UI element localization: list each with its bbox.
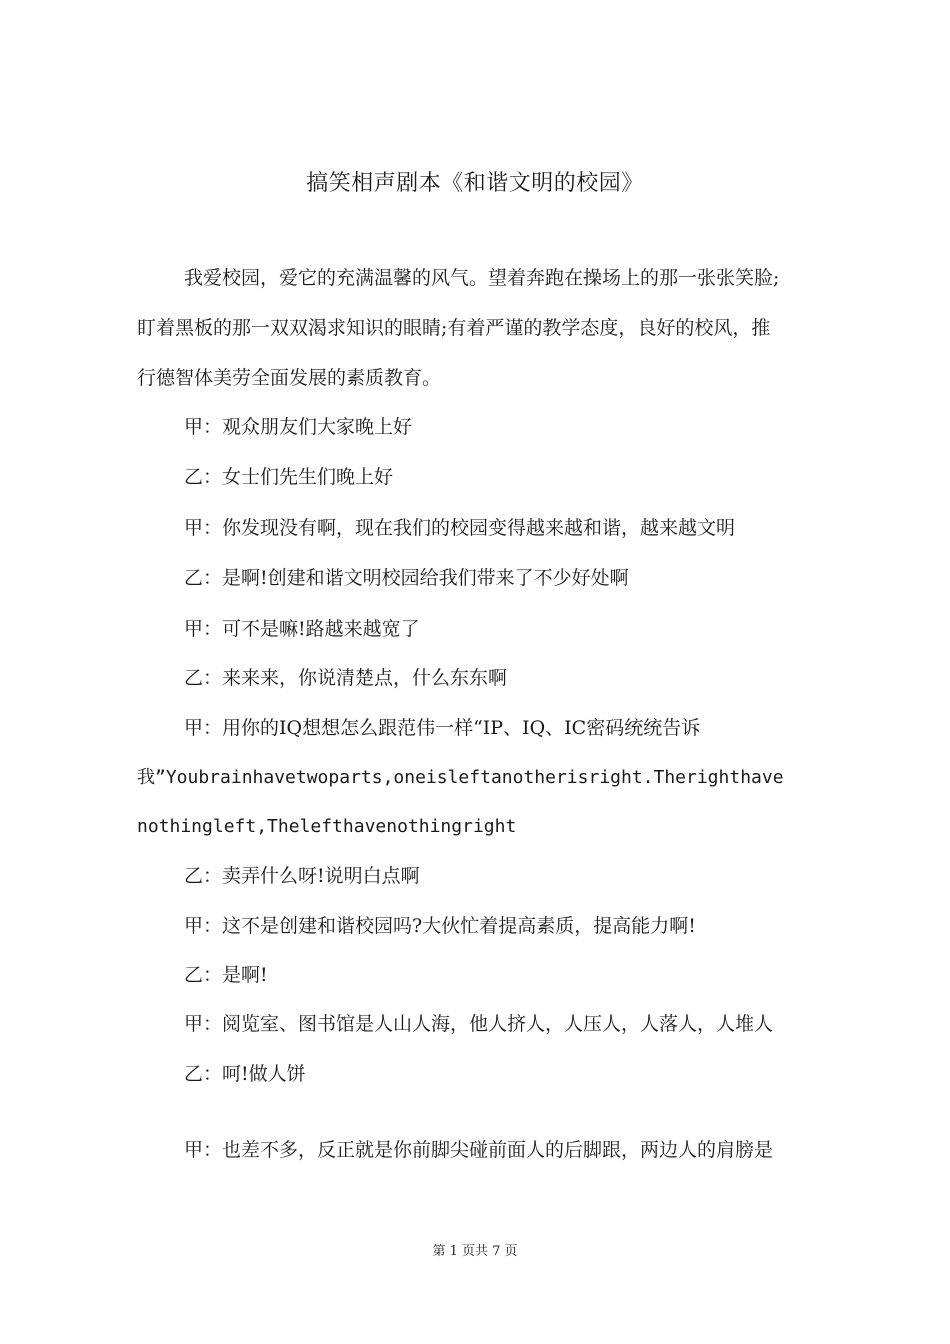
dialogue-line: 乙：来来来，你说清楚点，什么东东啊 xyxy=(184,667,508,689)
dialogue-line: 甲：用你的IQ想想怎么跟范伟一样“IP、IQ、IC密码统统告诉 xyxy=(184,717,701,739)
dialogue-line: 甲：这不是创建和谐校园吗?大伙忙着提高素质，提高能力啊! xyxy=(184,915,696,937)
dialogue-line: 乙：呵!做人饼 xyxy=(184,1063,306,1085)
dialogue-line: 甲：也差不多，反正就是你前脚尖碰前面人的后脚跟，两边人的肩膀是 xyxy=(184,1139,774,1161)
page-footer: 第 1 页共 7 页 xyxy=(432,1244,518,1259)
dialogue-line: 甲：观众朋友们大家晚上好 xyxy=(184,416,413,438)
dialogue-line: 乙：是啊!创建和谐文明校园给我们带来了不少好处啊 xyxy=(184,567,629,589)
intro-line: 我爱校园，爱它的充满温馨的风气。望着奔跑在操场上的那一张张笑脸; xyxy=(184,267,780,289)
dialogue-line: 甲：你发现没有啊，现在我们的校园变得越来越和谐，越来越文明 xyxy=(184,517,736,539)
intro-line: 盯着黑板的那一双双渴求知识的眼睛;有着严谨的教学态度，良好的校风，推 xyxy=(137,317,771,339)
dialogue-line: 乙：是啊! xyxy=(184,964,268,986)
dialogue-line: 甲：可不是嘛!路越来越宽了 xyxy=(184,618,420,640)
document-title: 搞笑相声剧本《和谐文明的校园》 xyxy=(306,171,644,196)
dialogue-line: nothingleft,Thelefthavenothingright xyxy=(137,816,517,837)
dialogue-line: 甲：阅览室、图书馆是人山人海，他人挤人，人压人，人落人，人堆人 xyxy=(184,1013,774,1035)
intro-line: 行德智体美劳全面发展的素质教育。 xyxy=(137,367,442,389)
dialogue-line: 我”Youbrainhavetwoparts,oneisleftanotherisright.Therighthave xyxy=(137,767,784,788)
dialogue-line: 乙：卖弄什么呀!说明白点啊 xyxy=(184,865,420,887)
dialogue-line: 乙：女士们先生们晚上好 xyxy=(184,466,394,488)
